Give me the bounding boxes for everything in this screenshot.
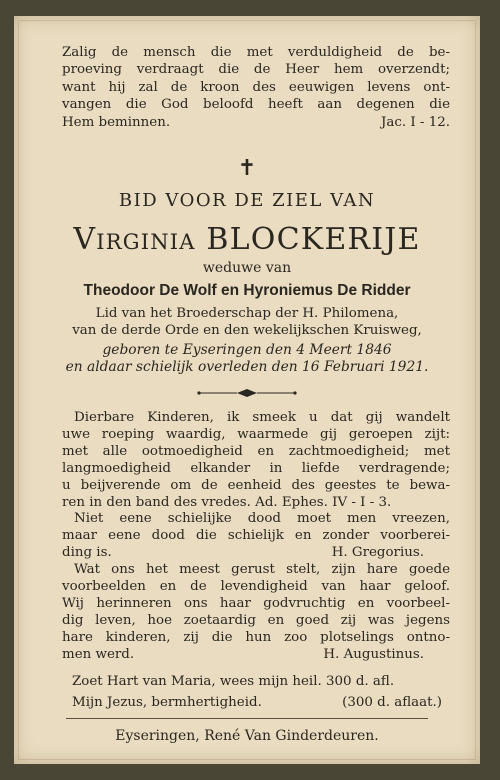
- printer-imprint: Eyseringen, René Van Ginderdeuren.: [115, 728, 379, 744]
- body-line: voorbeelden en de levendigheid van haar geloof.: [62, 579, 450, 595]
- birth-line: geboren te Eyseringen den 4 Meert 1846: [102, 342, 392, 358]
- farewell-text: [62, 410, 450, 664]
- quote-source: H. Gregorius.: [331, 545, 424, 561]
- prayer-line: [72, 692, 442, 713]
- body-line: [62, 647, 450, 664]
- body-line-text: ding is.: [62, 545, 112, 561]
- verse-line: Zalig de mensch die met verduldigheid de be-: [62, 45, 450, 60]
- widow-label: weduwe van: [202, 260, 292, 276]
- quote-source: H. Augustinus.: [323, 646, 424, 662]
- body-line: Niet eene schielijke dood moet men vreezen,: [74, 511, 450, 527]
- body-line-text: men werd.: [62, 646, 135, 662]
- verse-line: proeving verdraagt die de Heer hem overzendt;: [62, 62, 450, 78]
- membership-line: van de derde Orde en den wekelijkschen Kruisweg,: [72, 322, 422, 338]
- cross-icon: ✝: [237, 156, 257, 181]
- body-line: Wij herinneren ons haar godvruchtig en voorbeel-: [62, 595, 450, 611]
- body-line: met alle ootmoedigheid en zachtmoedigheid; met: [62, 443, 450, 459]
- membership-line: Lid van het Broederschap der H. Philomena,: [95, 306, 399, 321]
- body-line: u beijverende om de eenheid des geestes te bewa-: [62, 477, 450, 493]
- body-line: ren in den band des vredes. Ad. Ephes. IV - I - 3.: [62, 494, 392, 510]
- body-line: maar eene dood die schielijk en zonder voorberei-: [62, 528, 450, 544]
- verse-line: want hij zal de kroon des eeuwigen levens ont-: [62, 79, 450, 95]
- indulgence-note: (300 d. aflaat.): [342, 695, 442, 710]
- prayer-text: Zoet Hart van Maria, wees mijn heil. 300 d. afl.: [72, 674, 395, 689]
- divider: [66, 718, 428, 719]
- memorial-card: [14, 16, 480, 764]
- prayer-heading: BID VOOR DE ZIEL VAN: [118, 190, 376, 211]
- verse-last-text: Hem beminnen.: [62, 114, 171, 130]
- verse-line: [62, 114, 450, 131]
- deceased-name: Virginia BLOCKERIJE: [73, 222, 421, 257]
- death-line: en aldaar schielijk overleden den 16 Februari 1921.: [65, 359, 429, 375]
- ornament-divider-icon: [197, 388, 297, 398]
- body-line: langmoedigheid elkander in liefde verdragende;: [62, 460, 450, 476]
- prayer-line: [72, 671, 442, 692]
- verse-line: vangen die God beloofd heeft aan degenen die: [62, 97, 450, 113]
- body-line: Wat ons het meest gerust stelt, zijn hare goede: [74, 562, 450, 578]
- verse-reference: Jac. I - 12.: [381, 114, 450, 130]
- body-line: hare kinderen, zij die hun zoo plotselings ontno-: [62, 629, 450, 645]
- prayer-text: Mijn Jezus, bermhertigheid.: [72, 695, 262, 710]
- life-dates: [14, 342, 480, 376]
- body-line: uwe roeping waardig, waarmede gij geroepen zijt:: [62, 426, 450, 442]
- bible-verse: [62, 44, 450, 131]
- husbands-names: Theodoor De Wolf en Hyroniemus De Ridder: [83, 282, 411, 299]
- body-line: [62, 545, 450, 562]
- body-line: Dierbare Kinderen, ik smeek u dat gij wandelt: [74, 410, 450, 425]
- body-line: dig leven, hoe zoetaardig en goed zij was jegens: [62, 612, 450, 628]
- membership-text: [14, 306, 480, 339]
